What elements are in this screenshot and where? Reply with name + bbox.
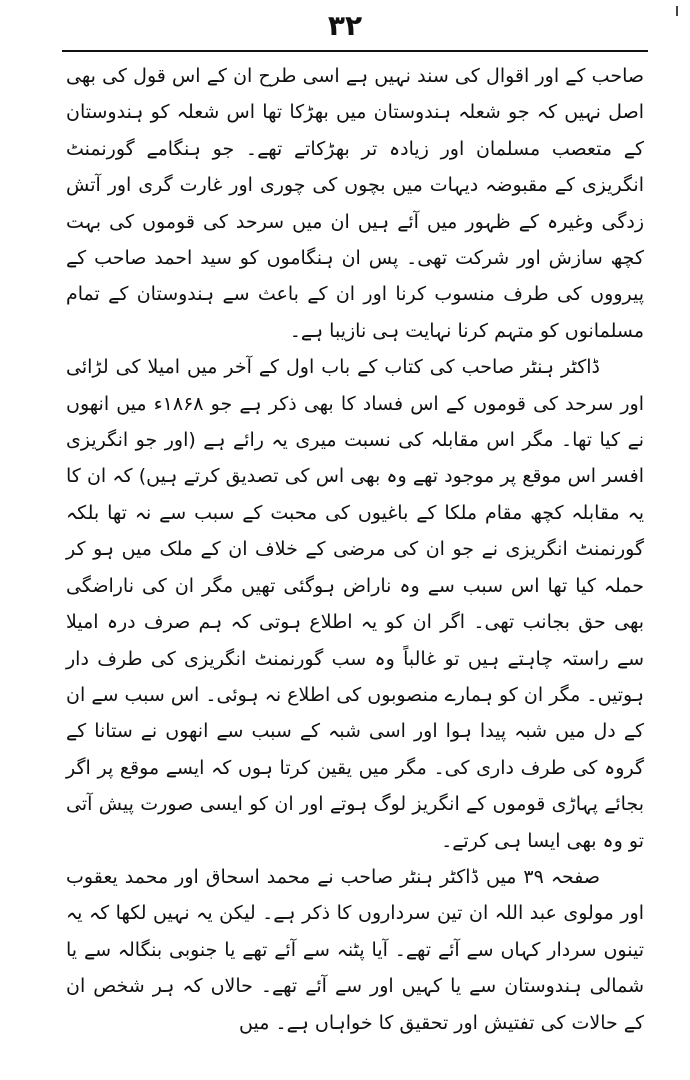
paragraph-3: صفحہ ۳۹ میں ڈاکٹر ہنٹر صاحب نے محمد اسحاق اور محمد یعقوب اور مولوی عبد اللہ ان تین سرداروں کا ذکر ہے۔ لیکن یہ نہیں لکھا کہ یہ تینوں سردار کہاں سے آئے تھے۔ آیا پٹنہ سے آئے تھے یا جنوبی بنگالہ سے یا شمالی ہندوستان سے یا کہیں اور سے آئے تھے۔ حالاں کہ ہر شخص ان کے حالات کی تفتیش اور تحقیق کا خواہاں ہے۔ میں [66,865,644,1034]
header-rule [62,50,648,52]
page-text [66,58,644,1041]
page-number: ۳۲ [327,9,363,42]
paragraph-1: صاحب کے اور اقوال کی سند نہیں ہے اسی طرح ان کے اس قول کی بھی اصل نہیں کہ جو شعلہ ہندوستان میں بھڑکا تھا اس شعلہ کو ہندوستان کے متعصب مسلمان اور زیادہ تر بھڑکاتے تھے۔ جو ہنگامے گورنمنٹ انگریزی کے مقبوضہ دیہات میں بچوں کی چوری اور غارت گری اور آتش زدگی وغیرہ کے ظہور میں آئے ہیں ان میں سرحد کی قوموں کی بہت کچھ سازش اور شرکت تھی۔ پس ان ہنگاموں کو سید احمد صاحب کے پیرووں کی طرف منسوب کرنا اور ان کے باعث سے ہندوستان کے تمام مسلمانوں کو متہم کرنا نہایت ہی نازیبا ہے۔ [66,65,644,342]
paragraph-2: ڈاکٹر ہنٹر صاحب کی کتاب کے باب اول کے آخر میں امیلا کی لڑائی اور سرحد کی قوموں کے اس فساد کا بھی ذکر ہے جو ۱۸۶۸ء میں انھوں نے کیا تھا۔ مگر اس مقابلہ کی نسبت میری یہ رائے ہے (اور جو انگریزی افسر اس موقع پر موجود تھے وہ بھی اس کی تصدیق کرتے ہیں) کہ ان کا یہ مقابلہ کچھ مقام ملکا کے باغیوں کی محبت کے سبب سے نہ تھا بلکہ گورنمنٹ انگریزی نے جو ان کی مرضی کے خلاف ان کے ملک میں ہو کر حملہ کیا تھا اس سبب سے وہ ناراض ہوگئی تھیں مگر ان کی ناراضگی بھی حق بجانب تھی۔ اگر ان کو یہ اطلاع ہوتی کہ ہم صرف درہ امیلا سے راستہ چاہتے ہیں تو غالباً وہ سب گورنمنٹ انگریزی کی طرف دار ہوتیں۔ مگر ان کو ہمارے منصوبوں کی اطلاع نہ ہوئی۔ اس سبب سے ان کے دل میں شبہ پیدا ہوا اور اسی شبہ کے سبب سے انھوں نے ستانا کے گروہ کی طرف داری کی۔ مگر میں یقین کرتا ہوں کہ ایسے موقع پر اگر بجائے پہاڑی قوموں کے انگریز لوگ ہوتے اور ان کو ایسی صورت پیش آتی تو وہ بھی ایسا ہی کرتے۔ [66,356,645,852]
